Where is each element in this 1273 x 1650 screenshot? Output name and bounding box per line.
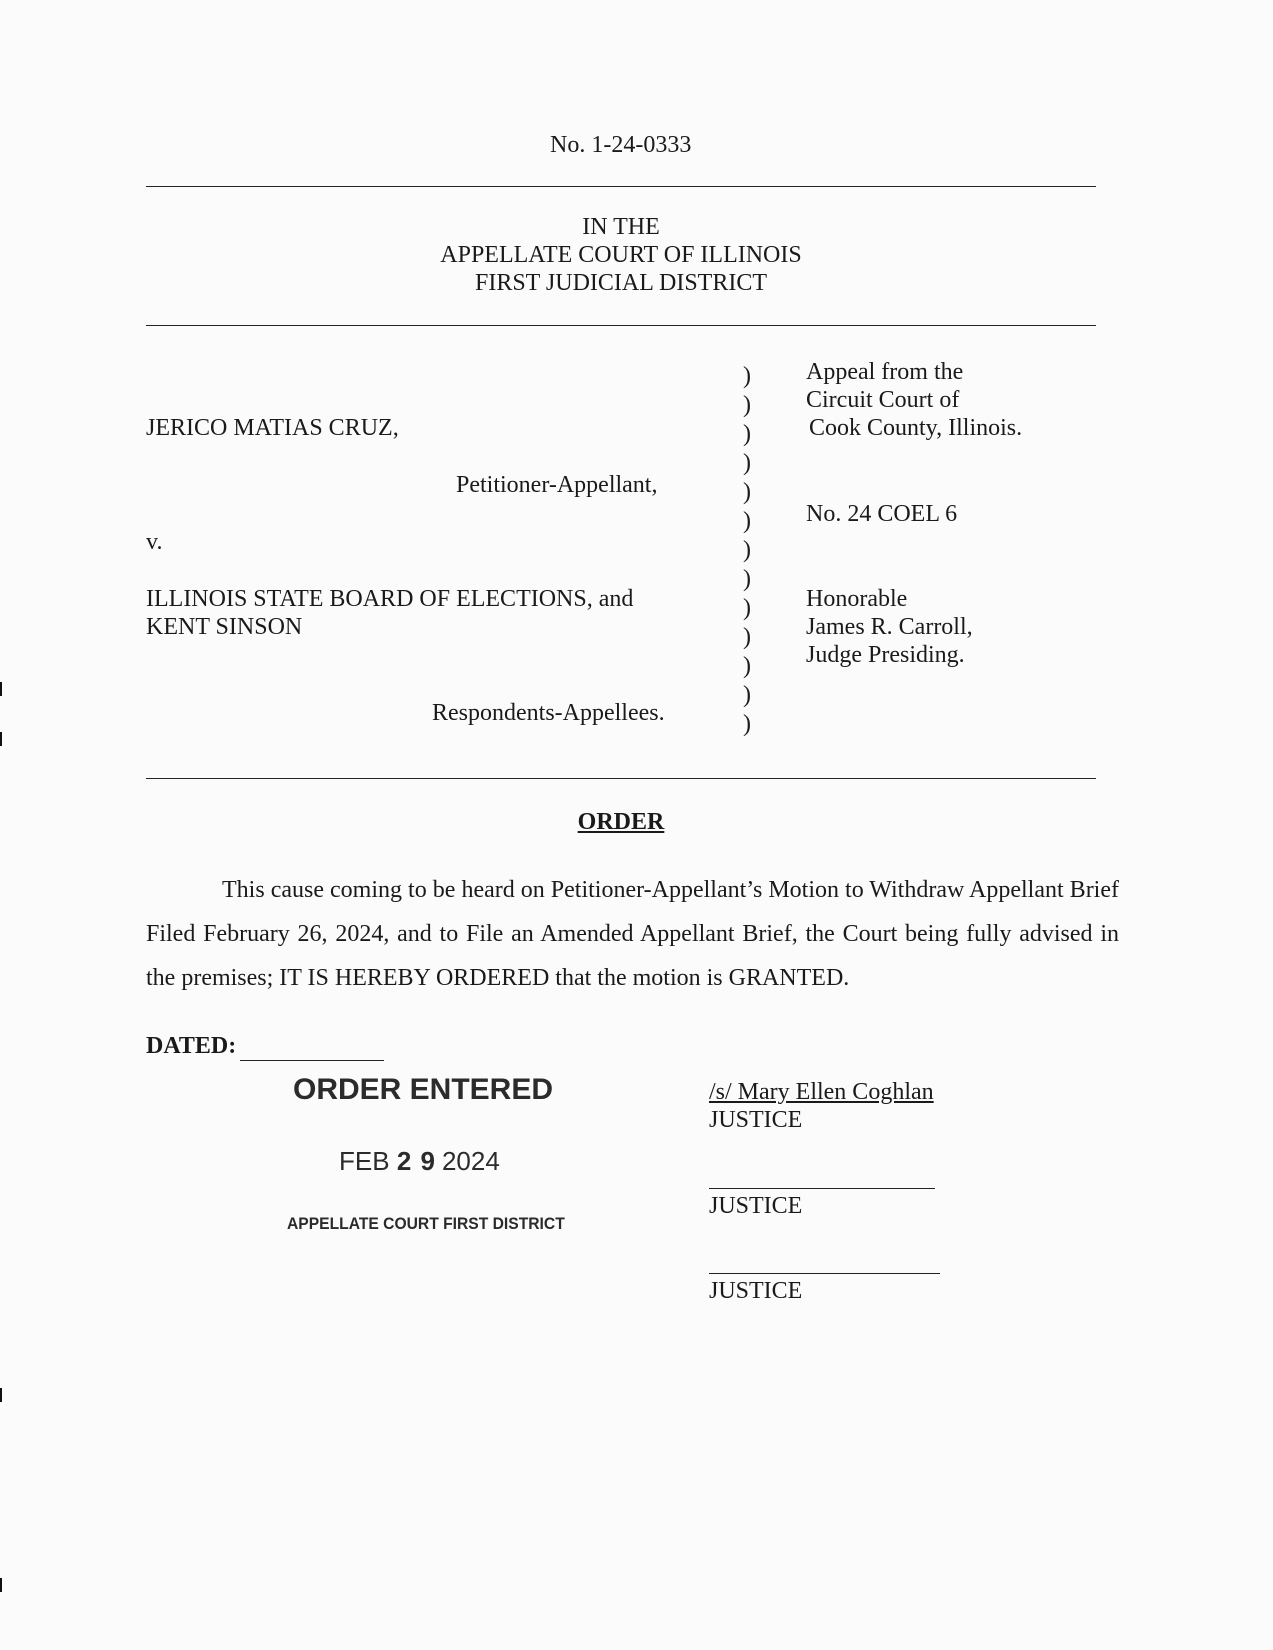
stamp-day: 2 9 bbox=[396, 1146, 436, 1176]
header-rule-bottom bbox=[146, 325, 1096, 326]
stamp-title: ORDER ENTERED bbox=[293, 1073, 554, 1106]
dated-label: DATED: bbox=[146, 1033, 237, 1059]
respondents-role: Respondents-Appellees. bbox=[432, 700, 665, 726]
caption-paren: ) bbox=[743, 392, 751, 418]
caption-paren: ) bbox=[743, 363, 751, 389]
scan-edge-mark bbox=[0, 732, 2, 746]
justice-label-3: JUSTICE bbox=[709, 1278, 803, 1304]
stamp-date bbox=[339, 1146, 500, 1176]
judge-line3: Judge Presiding. bbox=[806, 642, 965, 668]
stamp-footer: APPELLATE COURT FIRST DISTRICT bbox=[287, 1214, 565, 1233]
trial-case-number: No. 24 COEL 6 bbox=[806, 501, 958, 527]
justice-label-1: JUSTICE bbox=[709, 1107, 803, 1133]
petitioner-name: JERICO MATIAS CRUZ, bbox=[146, 415, 399, 441]
scan-edge-mark bbox=[0, 1578, 2, 1592]
case-number: No. 1-24-0333 bbox=[550, 132, 692, 158]
judge-line1: Honorable bbox=[806, 586, 908, 612]
court-heading-line1: IN THE bbox=[582, 214, 660, 240]
caption-paren: ) bbox=[743, 450, 751, 476]
respondents-line2: KENT SINSON bbox=[146, 614, 303, 640]
caption-paren: ) bbox=[743, 682, 751, 708]
scan-edge-mark bbox=[0, 682, 2, 696]
caption-paren: ) bbox=[743, 508, 751, 534]
caption-paren: ) bbox=[743, 624, 751, 650]
caption-paren: ) bbox=[743, 479, 751, 505]
caption-paren: ) bbox=[743, 653, 751, 679]
petitioner-role: Petitioner-Appellant, bbox=[456, 472, 658, 498]
stamp-month: FEB bbox=[339, 1146, 390, 1176]
caption-rule bbox=[146, 778, 1096, 779]
caption-paren: ) bbox=[743, 711, 751, 737]
order-body bbox=[146, 868, 1119, 1000]
order-title: ORDER bbox=[577, 809, 665, 835]
signer-name: /s/ Mary Ellen Coghlan bbox=[709, 1079, 934, 1105]
signature-line-2 bbox=[709, 1188, 935, 1189]
caption-paren: ) bbox=[743, 537, 751, 563]
scan-edge-mark bbox=[0, 1388, 2, 1402]
judge-line2: James R. Carroll, bbox=[806, 614, 973, 640]
dated-blank-line bbox=[240, 1060, 384, 1061]
appeal-line2: Circuit Court of bbox=[806, 387, 960, 413]
stamp-year: 2024 bbox=[441, 1146, 500, 1176]
header-rule-top bbox=[146, 186, 1096, 187]
order-body-text: This cause coming to be heard on Petitioner-Appellant’s Motion to Withdraw Appellant Brief Filed February 26, 2024, and to File an Amended Appellant Brief, the Court being fully advised in the premises; IT IS HEREBY ORDERED that the motion is GRANTED. bbox=[146, 877, 1119, 991]
caption-divider bbox=[743, 362, 757, 739]
justice-label-2: JUSTICE bbox=[709, 1193, 803, 1219]
appeal-line1: Appeal from the bbox=[806, 359, 964, 385]
caption-paren: ) bbox=[743, 566, 751, 592]
caption-paren: ) bbox=[743, 421, 751, 447]
appeal-line3: Cook County, Illinois. bbox=[809, 415, 1023, 441]
signature-line-3 bbox=[709, 1273, 940, 1274]
court-heading-line2: APPELLATE COURT OF ILLINOIS bbox=[440, 242, 802, 268]
caption-paren: ) bbox=[743, 595, 751, 621]
versus-label: v. bbox=[146, 529, 163, 555]
respondents-line1: ILLINOIS STATE BOARD OF ELECTIONS, and bbox=[146, 586, 634, 612]
court-heading-line3: FIRST JUDICIAL DISTRICT bbox=[474, 270, 768, 296]
